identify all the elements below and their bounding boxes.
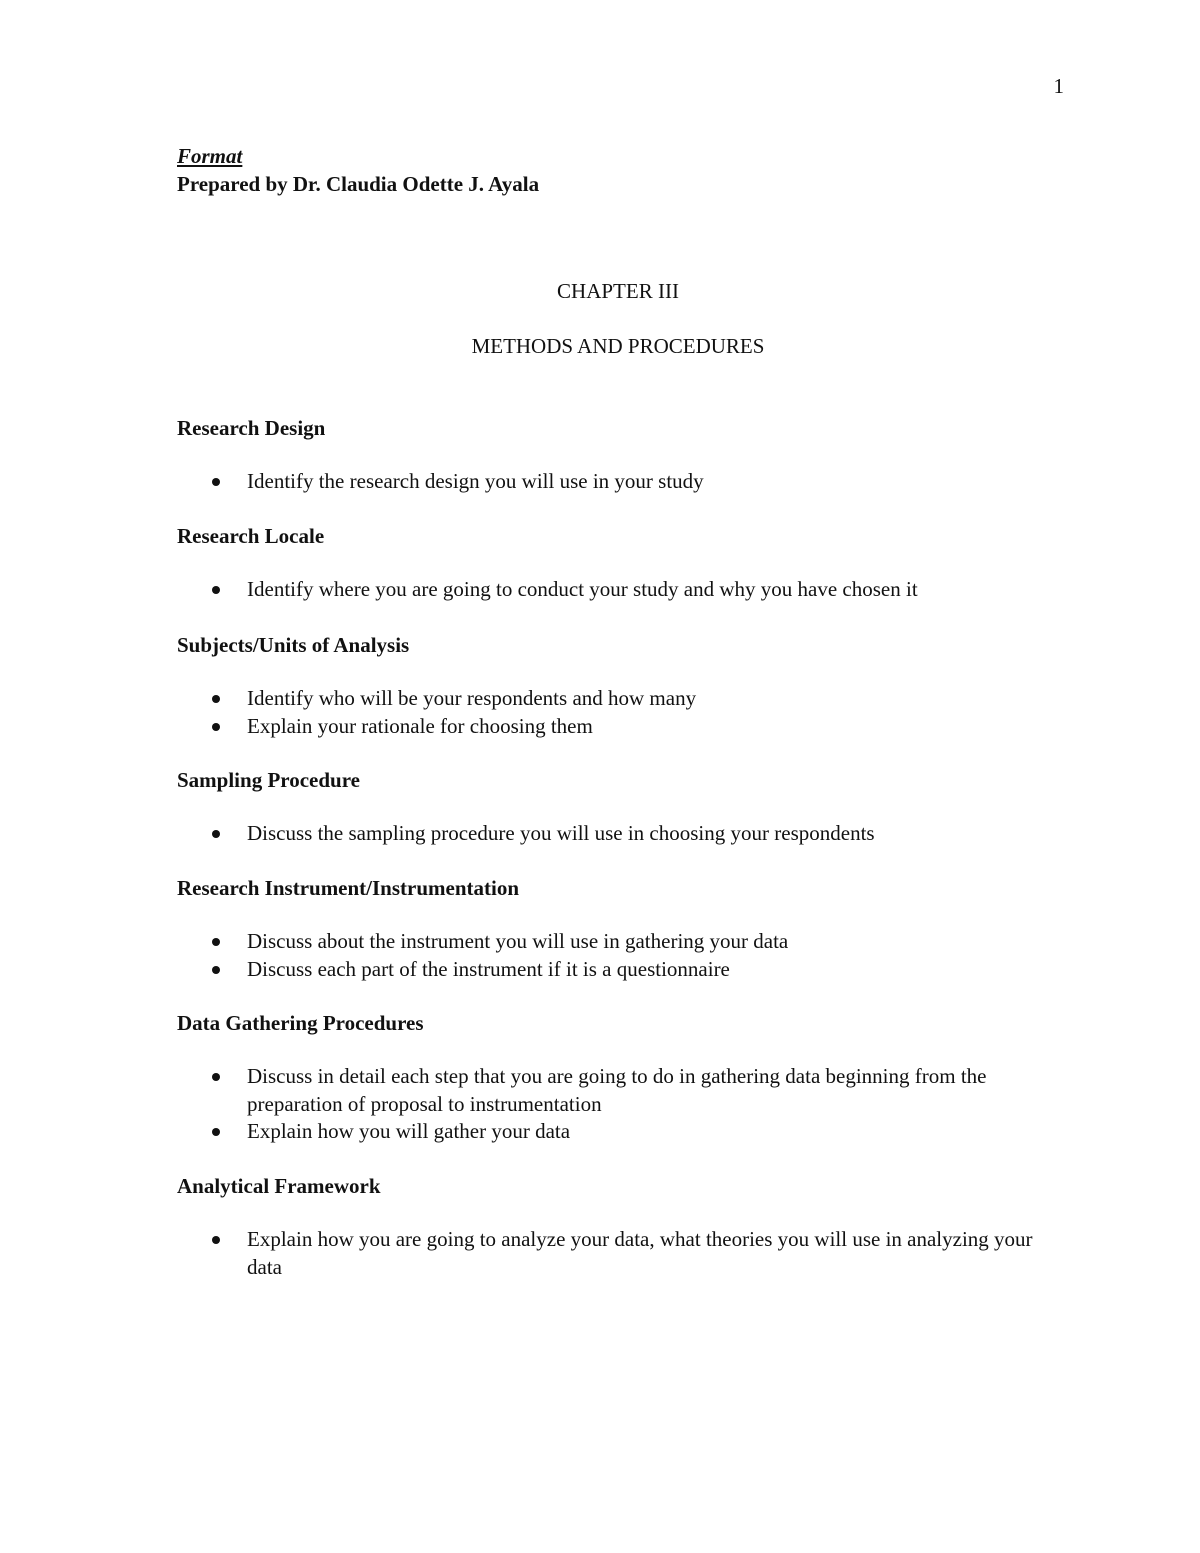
list-item-text: Discuss in detail each step that you are going to do in gathering data beginning from the preparation of proposal to instrumentation [247, 1064, 987, 1116]
section-research-instrument [177, 874, 1057, 983]
list-item-text: Explain how you are going to analyze your data, what theories you will use in analyzing your data [247, 1227, 1033, 1279]
bullet-icon [212, 1073, 220, 1081]
list-item [177, 713, 1057, 741]
list-item-text: Identify the research design you will use in your study [247, 469, 704, 493]
bullet-list [177, 820, 1057, 848]
prepared-by-line: Prepared by Dr. Claudia Odette J. Ayala [177, 172, 540, 196]
bullet-list [177, 1226, 1057, 1281]
section-research-locale [177, 522, 1057, 604]
section-subjects-units [177, 631, 1057, 740]
chapter-subtitle: METHODS AND PROCEDURES [471, 334, 765, 358]
page-number: 1 [1053, 74, 1064, 98]
list-item [177, 928, 1057, 956]
bullet-icon [212, 938, 220, 946]
list-item [177, 956, 1057, 984]
section-heading: Research Instrument/Instrumentation [177, 876, 520, 900]
section-research-design [177, 414, 1057, 496]
bullet-icon [212, 830, 220, 838]
list-item-text: Discuss about the instrument you will use in gathering your data [247, 929, 789, 953]
document-header [177, 142, 539, 198]
bullet-icon [212, 1128, 220, 1136]
section-sampling-procedure [177, 766, 1057, 848]
list-item-text: Explain your rationale for choosing them [247, 713, 593, 738]
bullet-icon [212, 586, 220, 594]
list-item [177, 1226, 1057, 1281]
bullet-list [177, 576, 1057, 604]
list-item [177, 468, 1057, 496]
section-data-gathering [177, 1009, 1057, 1146]
list-item [177, 685, 1057, 713]
format-label: Format [177, 144, 243, 168]
bullet-list [177, 928, 1057, 983]
section-heading: Analytical Framework [177, 1174, 381, 1198]
list-item-text: Discuss each part of the instrument if it is a questionnaire [247, 956, 730, 981]
list-item [177, 1063, 1057, 1118]
list-item [177, 1118, 1057, 1146]
section-heading: Research Locale [177, 524, 325, 548]
chapter-title: CHAPTER III [557, 279, 679, 303]
bullet-icon [212, 723, 220, 731]
list-item [177, 576, 1057, 604]
bullet-list [177, 468, 1057, 496]
bullet-icon [212, 1236, 220, 1244]
bullet-list [177, 685, 1057, 740]
list-item-text: Identify where you are going to conduct your study and why you have chosen it [247, 577, 918, 601]
list-item [177, 820, 1057, 848]
section-heading: Research Design [177, 416, 326, 440]
section-analytical-framework [177, 1172, 1057, 1281]
bullet-icon [212, 695, 220, 703]
list-item-text: Discuss the sampling procedure you will use in choosing your respondents [247, 821, 875, 845]
list-item-text: Identify who will be your respondents and how many [247, 686, 697, 710]
list-item-text: Explain how you will gather your data [247, 1119, 571, 1143]
bullet-icon [212, 966, 220, 974]
bullet-list [177, 1063, 1057, 1146]
bullet-icon [212, 478, 220, 486]
section-heading: Data Gathering Procedures [177, 1011, 424, 1035]
section-heading: Subjects/Units of Analysis [177, 633, 410, 657]
section-heading: Sampling Procedure [177, 768, 360, 792]
